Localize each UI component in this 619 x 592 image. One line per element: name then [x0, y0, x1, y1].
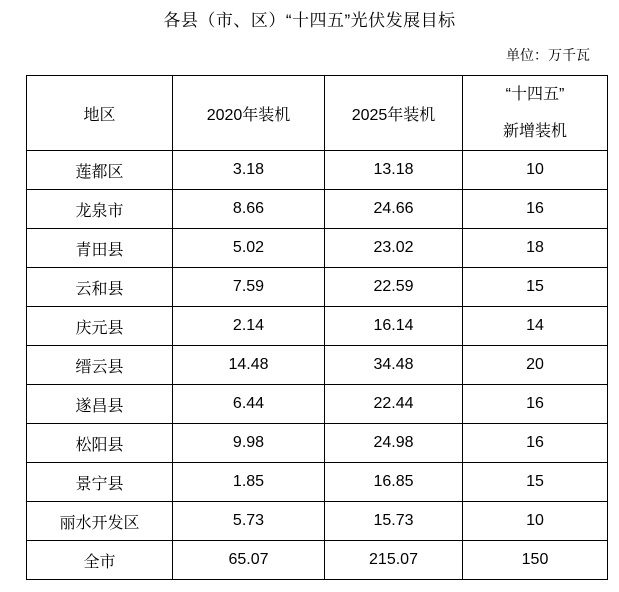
- cell-2020-capacity: 5.73: [173, 502, 325, 541]
- cell-2025-capacity: 22.59: [325, 268, 463, 307]
- cell-2025-capacity: 24.66: [325, 190, 463, 229]
- header-2025-label: 2025年装机: [351, 106, 436, 124]
- page-title: 各县（市、区）“十四五”光伏发展目标: [163, 11, 456, 30]
- cell-region: 云和县: [27, 268, 173, 307]
- cell-2025-capacity: 23.02: [325, 229, 463, 268]
- cell-2020-capacity: 3.18: [173, 151, 325, 190]
- table-row: [27, 307, 608, 346]
- cell-new-capacity: 150: [463, 541, 608, 580]
- header-2025-capacity: [325, 76, 463, 151]
- cell-region: 丽水开发区: [27, 502, 173, 541]
- header-new-capacity-line2: 新增装机: [502, 123, 567, 140]
- cell-2025-capacity: 24.98: [325, 424, 463, 463]
- table-row: [27, 385, 608, 424]
- table-row: [27, 424, 608, 463]
- table-row: [27, 346, 608, 385]
- cell-2020-capacity: 65.07: [173, 541, 325, 580]
- cell-2020-capacity: 5.02: [173, 229, 325, 268]
- unit-label: 单位：万千瓦: [506, 47, 590, 63]
- cell-2020-capacity: 6.44: [173, 385, 325, 424]
- cell-region: 莲都区: [27, 151, 173, 190]
- cell-2020-capacity: 1.85: [173, 463, 325, 502]
- table-header-row: [27, 76, 608, 151]
- cell-2025-capacity: 215.07: [325, 541, 463, 580]
- cell-2025-capacity: 16.14: [325, 307, 463, 346]
- cell-new-capacity: 10: [463, 151, 608, 190]
- table-row-total: [27, 541, 608, 580]
- cell-new-capacity: 16: [463, 190, 608, 229]
- cell-2025-capacity: 15.73: [325, 502, 463, 541]
- table-row: [27, 502, 608, 541]
- cell-new-capacity: 15: [463, 463, 608, 502]
- cell-2020-capacity: 2.14: [173, 307, 325, 346]
- cell-2025-capacity: 16.85: [325, 463, 463, 502]
- cell-2020-capacity: 8.66: [173, 190, 325, 229]
- cell-region: 龙泉市: [27, 190, 173, 229]
- header-new-capacity-line1: “十四五”: [505, 86, 565, 103]
- table-row: [27, 229, 608, 268]
- cell-new-capacity: 15: [463, 268, 608, 307]
- cell-new-capacity: 14: [463, 307, 608, 346]
- header-region-label: 地区: [83, 106, 116, 124]
- cell-2020-capacity: 7.59: [173, 268, 325, 307]
- cell-region: 遂昌县: [27, 385, 173, 424]
- header-region: [27, 76, 173, 151]
- cell-2020-capacity: 9.98: [173, 424, 325, 463]
- cell-2025-capacity: 34.48: [325, 346, 463, 385]
- cell-new-capacity: 10: [463, 502, 608, 541]
- cell-2025-capacity: 22.44: [325, 385, 463, 424]
- table-row: [27, 151, 608, 190]
- header-2020-capacity: [173, 76, 325, 151]
- cell-region: 缙云县: [27, 346, 173, 385]
- table-body: [27, 151, 608, 580]
- cell-region: 景宁县: [27, 463, 173, 502]
- table-row: [27, 268, 608, 307]
- cell-region: 全市: [27, 541, 173, 580]
- table-row: [27, 463, 608, 502]
- cell-new-capacity: 16: [463, 424, 608, 463]
- cell-region: 庆元县: [27, 307, 173, 346]
- cell-region: 松阳县: [27, 424, 173, 463]
- table-row: [27, 190, 608, 229]
- cell-new-capacity: 20: [463, 346, 608, 385]
- header-2020-label: 2020年装机: [206, 106, 291, 124]
- header-new-capacity: [463, 76, 608, 151]
- cell-new-capacity: 16: [463, 385, 608, 424]
- cell-2020-capacity: 14.48: [173, 346, 325, 385]
- cell-2025-capacity: 13.18: [325, 151, 463, 190]
- cell-new-capacity: 18: [463, 229, 608, 268]
- cell-region: 青田县: [27, 229, 173, 268]
- pv-targets-table: [26, 75, 608, 580]
